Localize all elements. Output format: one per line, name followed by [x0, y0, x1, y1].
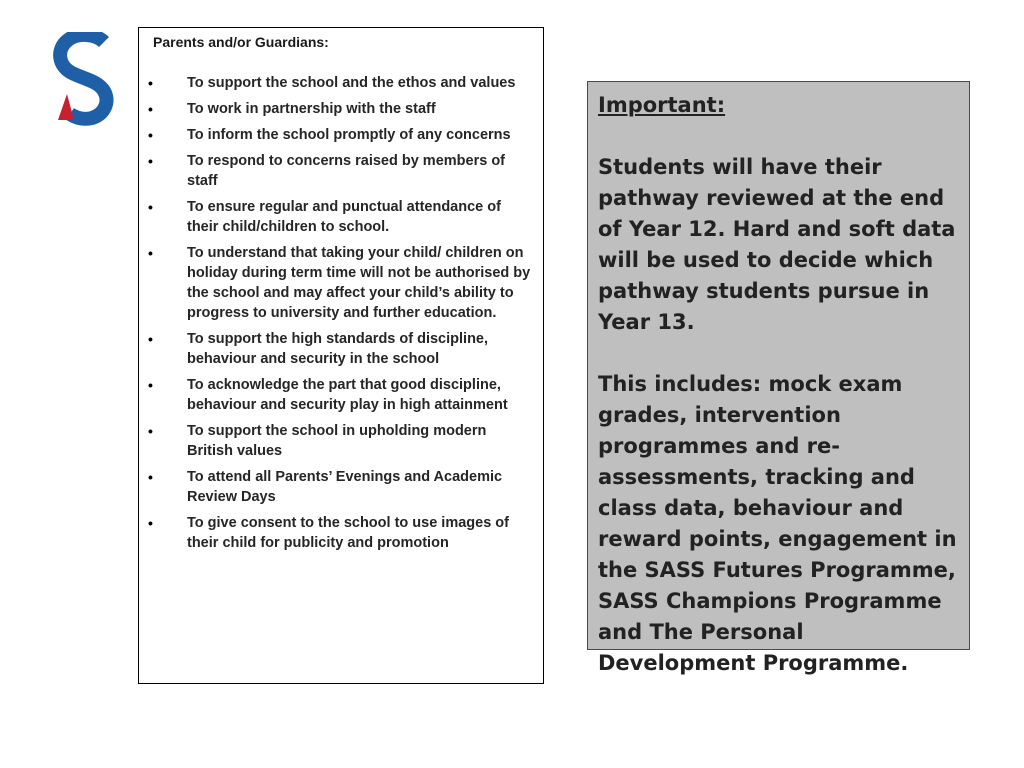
list-item-text: To attend all Parents’ Evenings and Academic Review Days — [187, 469, 503, 505]
bullet-icon: • — [148, 515, 153, 531]
school-logo-icon — [52, 32, 116, 128]
notice-paragraph-pathway: Students will have their pathway reviewed at the end of Year 12. Hard and soft data will be used to decide which pathway students pursue in Year 13. — [598, 155, 956, 334]
list-item-text: To work in partnership with the staff — [187, 101, 436, 117]
bullet-icon: • — [148, 331, 153, 347]
list-item — [139, 125, 539, 145]
parents-responsibilities-panel — [138, 27, 544, 684]
list-item — [139, 513, 539, 553]
responsibilities-list — [139, 73, 539, 559]
list-item-text: To understand that taking your child/ children on holiday during term time will not be authorised by the school and may affect your child’s ability to progress to university and further education. — [187, 245, 531, 321]
notice-paragraph-includes: This includes: mock exam grades, intervention programmes and re-assessments, tracking and class data, behaviour and reward points, engagement in the SASS Futures Programme, SASS Champions Programme and The Personal Development Programme. — [598, 372, 957, 675]
list-item — [139, 73, 539, 93]
panel-heading: Parents and/or Guardians: — [153, 34, 329, 50]
notice-content — [598, 90, 966, 710]
list-item — [139, 151, 539, 191]
list-item-text: To support the school in upholding modern British values — [187, 423, 487, 459]
list-item — [139, 421, 539, 461]
list-item-text: To give consent to the school to use images of their child for publicity and promotion — [187, 515, 509, 551]
list-item-text: To support the high standards of discipline, behaviour and security in the school — [187, 331, 489, 367]
important-notice-panel — [587, 81, 970, 675]
list-item — [139, 329, 539, 369]
bullet-icon: • — [148, 245, 153, 261]
list-item — [139, 99, 539, 119]
list-item-text: To support the school and the ethos and values — [187, 75, 516, 91]
bullet-icon: • — [148, 423, 153, 439]
list-item-text: To ensure regular and punctual attendance of their child/children to school. — [187, 199, 501, 235]
list-item-text: To acknowledge the part that good discipline, behaviour and security play in high attainment — [187, 377, 508, 413]
list-item — [139, 197, 539, 237]
list-item-text: To inform the school promptly of any concerns — [187, 127, 511, 143]
list-item — [139, 375, 539, 415]
list-item-text: To respond to concerns raised by members of staff — [187, 153, 506, 189]
list-item — [139, 243, 539, 323]
bullet-icon: • — [148, 377, 153, 393]
bullet-icon: • — [148, 469, 153, 485]
bullet-icon: • — [148, 127, 153, 143]
bullet-icon: • — [148, 153, 153, 169]
bullet-icon: • — [148, 199, 153, 215]
bullet-icon: • — [148, 101, 153, 117]
bullet-icon: • — [148, 75, 153, 91]
notice-title: Important: — [598, 93, 726, 117]
list-item — [139, 467, 539, 507]
